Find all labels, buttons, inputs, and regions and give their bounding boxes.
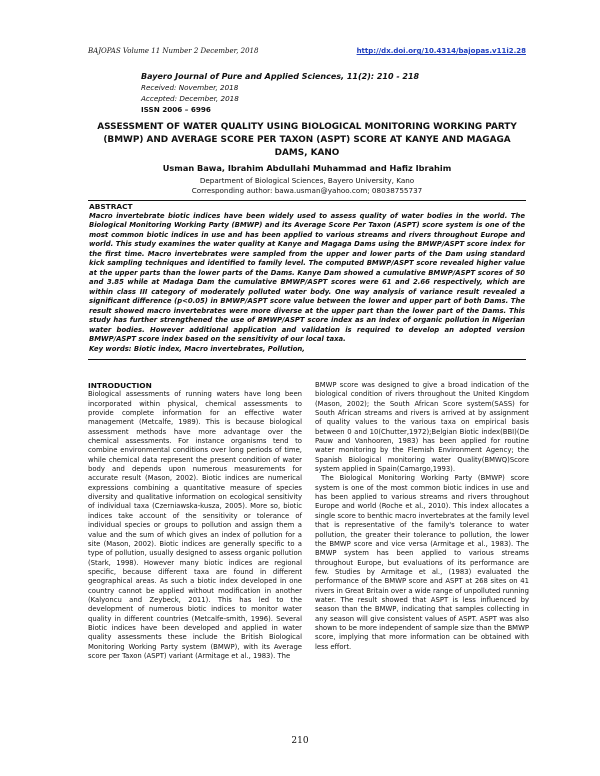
intro-paragraph-1: Biological assessments of running waters have long been incorporated within physical, chemical assessments to provide complete information for an effective water management (Metcalfe, 1989). This is because biological assessment methods have more advantage over the chemical assessments. For instance organisms tend to combine environmental conditions over long periods of time, while chemical data represent the present condition of water body and depends upon numerous measurements for accurate result (Mason, 2002). Biotic indices are numerical expressions combining a quantitative measure of species diversity and qualitative information on ecological sensitivity of individual taxa (Czerniawska-kusza, 2005). More so, biotic indices take account of the sensitivity or tolerance of individual species or groups to pollution and assign them a value and the sum of which gives an index of pollution for a site (Mason, 2002). Biotic indices are generally specific to a type of pollution, usually designed to assess organic pollution (Stark, 1998). However many biotic indices are regional specific, because different taxa are found in different geographical areas. As such a biotic index developed in one country cannot be applied without modification in another (Kalyoncu and Zeybeck, 2011). This has led to the development of numerous biotic indices to monitor water quality in different countries (Metcalfe-smith, 1996). Several Biotic indices have been developed and applied in water quality assessments these include the British Biological Monitoring Working Party system (BMWP), with its Average score per Taxon (ASPT) variant (Armitage et al., 1983). The <box>88 390 302 660</box>
author-list: Usman Bawa, Ibrahim Abdullahi Muhammad and Hafiz Ibrahim <box>162 163 452 173</box>
article-title: ASSESSMENT OF WATER QUALITY USING BIOLOGICAL MONITORING WORKING PARTY (BMWP) AND AVERAGE SCORE PER TAXON (ASPT) SCORE AT KANYE AND MAGAGA DAMS, KANO <box>97 122 517 158</box>
right-column <box>315 381 529 652</box>
accepted-date: Accepted: December, 2018 <box>141 94 239 103</box>
received-date: Received: November, 2018 <box>141 83 239 92</box>
journal-issue-label: BAJOPAS Volume 11 Number 2 December, 2018 <box>88 47 259 55</box>
keywords: Key words: Biotic index, Macro invertebrates, Pollution, <box>89 344 305 353</box>
department: Department of Biological Sciences, Bayero University, Kano <box>199 176 415 185</box>
abstract-text: Macro invertebrate biotic indices have been widely used to assess quality of water bodies in the world. The Biological Monitoring Working Party (BMWP) and its Average Score Per Taxon (ASPT) score system is one of the most common biotic indices in use and has been applied to various streams and rivers throughout Europe and world. This study examines the water quality at Kanye and Magaga Dams using the BMWP/ASPT score index for the first time. Macro invertebrates were sampled from the upper and lower parts of the Dam using standard kick sampling techniques and identified to family level. The computed BMWP/ASPT score revealed higher value at the upper parts than the lower parts of the Dams. Kanye Dam showed a cumulative BMWP/ASPT scores of 50 and 3.85 while at Madaga Dam the cumulative BMWP/ASPT scores were 61 and 2.66 respectively, which are within class III category of moderately polluted water body. One way analysis of variance result revealed a significant difference (p<0.05) in BMWP/ASPT score value between the lower and upper part of both Dams. The result showed macro invertebrates were more diverse at the upper part than the lower part of the Dams. This study has further strengthened the use of BMWP/ASPT score index as an index of organic pollution in Nigerian water bodies. However additional application and validation is required to develop an adopted version BMWP/ASPT score index based on the sensitivity of our local taxa. <box>89 211 525 343</box>
intro-paragraph-3: The Biological Monitoring Working Party (BMWP) score system is one of the most common biotic indices in use and has been applied to various streams and rivers throughout Europe and world (Roche et al., 2010). This index allocates a single score to benthic macro invertebrates at the family level that is representative of the family's tolerance to water pollution, the greater their tolerance to pollution, the lower the BMWP score and vice versa (Armitage et al., 1983). The BMWP system has been applied to various streams throughout Europe, but evaluations of its performance are few. Studies by Armitage et al., (1983) evaluated the performance of the BMWP score and ASPT at 268 sites on 41 rivers in Great Britain over a wide range of unpolluted running water. The result showed that ASPT is less influenced by season than the BMWP, indicating that samples collecting in any season will give consistent values of ASPT. ASPT was also shown to be more independent of sample size than the BMWP score, implying that more information can be obtained with less effort. <box>315 474 529 651</box>
abstract-section <box>88 200 526 360</box>
affiliation <box>88 176 526 196</box>
journal-name: Bayero Journal of Pure and Applied Sciences, 11(2): 210 - 218 <box>141 72 420 81</box>
left-column <box>88 381 302 661</box>
intro-paragraph-2: BMWP score was designed to give a broad indication of the biological condition of rivers throughout the United Kingdom (Mason, 2002); the South African Score system(SASS) for South African streams and rivers is arrived at by assignment of quality values to the various taxa on empirical basis between 0 and 10(Chutter,1972);Belgian Biotic index(BBI)(De Pauw and Vanhooren, 1983) has been applied for routine water monitoring by the Flemish Environment Agency; the Spanish Biological monitoring water Quality(BMWQ)Score system applied in Spain(Camargo,1993). <box>315 381 529 474</box>
journal-info <box>141 71 521 115</box>
abstract-heading: ABSTRACT <box>89 202 133 211</box>
corresponding-author: Corresponding author: bawa.usman@yahoo.com; 08038755737 <box>191 186 423 195</box>
introduction-heading: INTRODUCTION <box>88 381 152 390</box>
doi-link[interactable]: http://dx.doi.org/10.4314/bajopas.v11i2.28 <box>356 47 526 55</box>
running-header <box>88 47 526 59</box>
issn: ISSN 2006 – 6996 <box>141 105 211 114</box>
page-number: 210 <box>291 736 309 746</box>
